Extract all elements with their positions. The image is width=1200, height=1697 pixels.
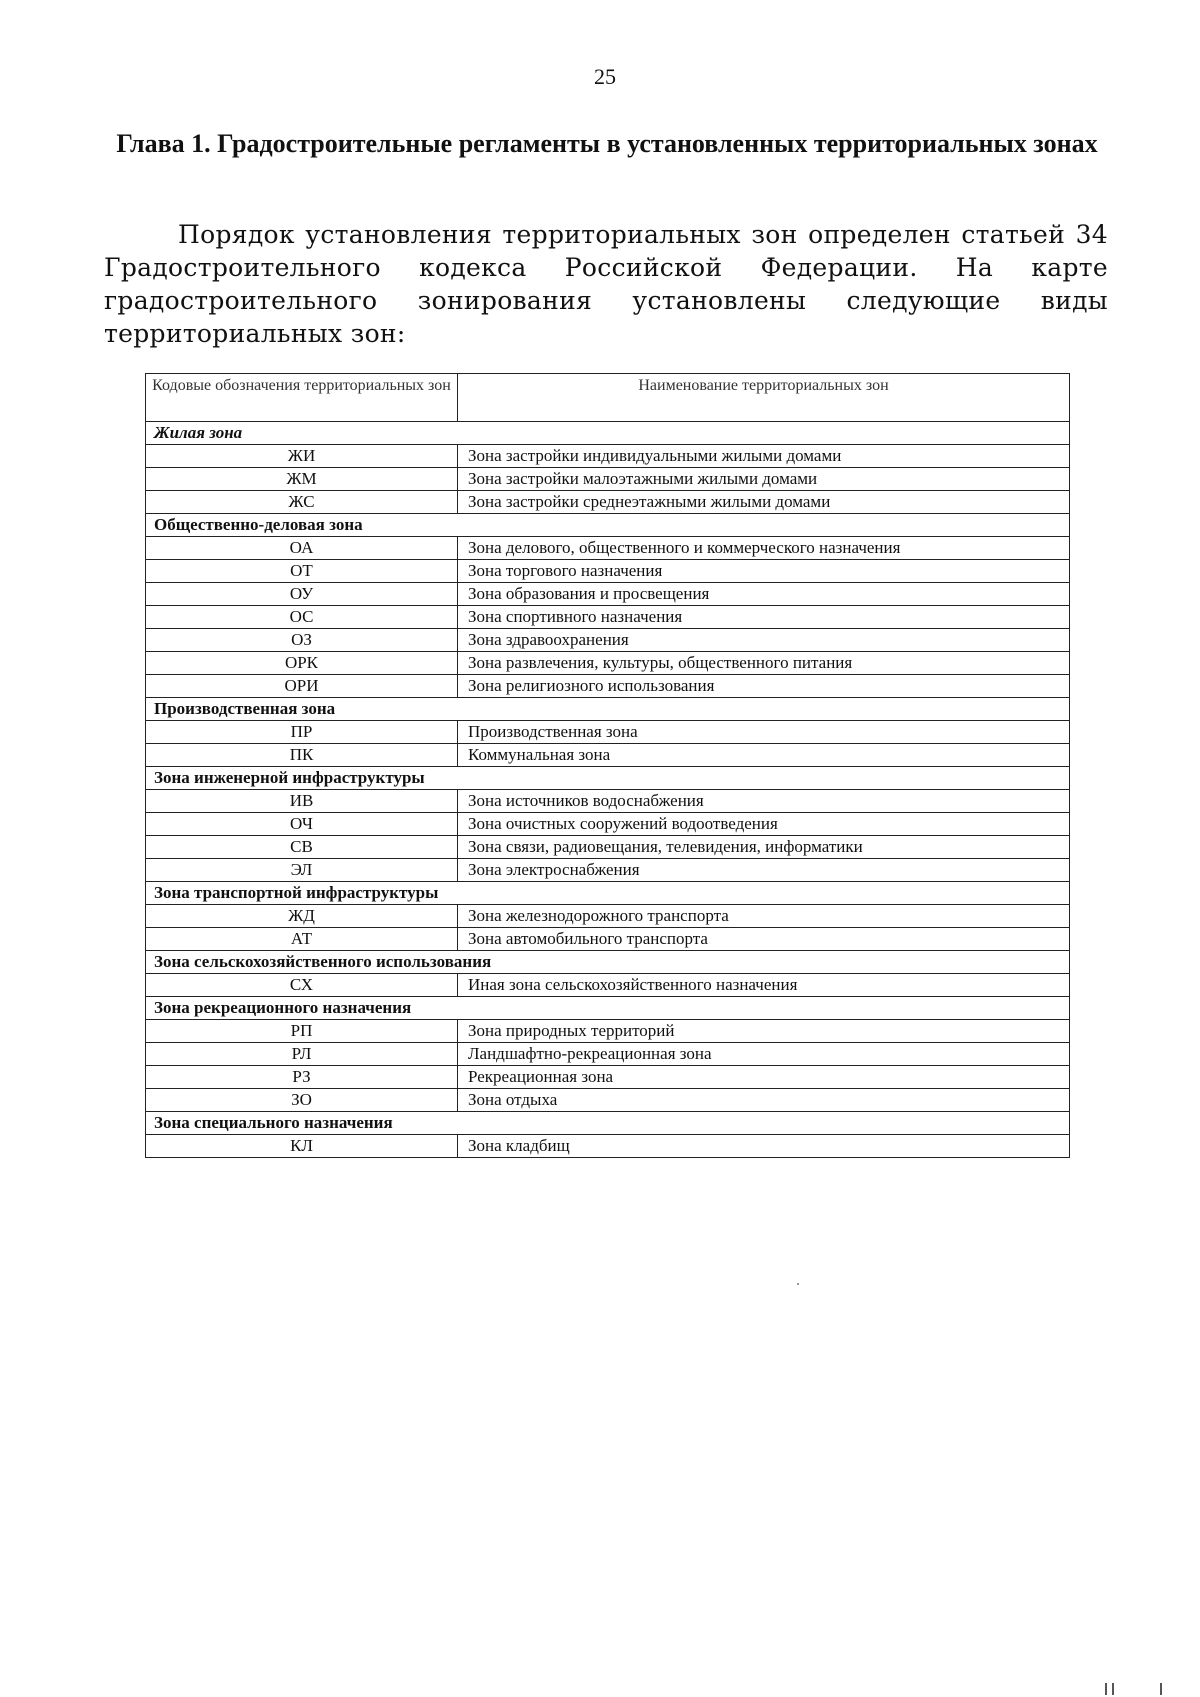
group-row [146, 997, 1070, 1020]
table-row [146, 491, 1070, 514]
zone-name: Зона электроснабжения [458, 859, 1070, 882]
zone-code: РЛ [146, 1043, 458, 1066]
zone-name: Зона застройки малоэтажными жилыми домами [458, 468, 1070, 491]
zone-code: РП [146, 1020, 458, 1043]
table-row [146, 652, 1070, 675]
zone-name: Зона кладбищ [458, 1135, 1070, 1158]
scan-mark [1105, 1683, 1107, 1695]
zone-name: Зона застройки среднеэтажными жилыми домами [458, 491, 1070, 514]
table-row [146, 813, 1070, 836]
scan-mark [1112, 1683, 1114, 1695]
group-row [146, 951, 1070, 974]
table-row [146, 721, 1070, 744]
group-row [146, 882, 1070, 905]
zone-code: ЭЛ [146, 859, 458, 882]
group-title: Зона сельскохозяйственного использования [146, 951, 1070, 974]
page-number: 25 [594, 64, 616, 89]
table-row [146, 1089, 1070, 1112]
table-row [146, 537, 1070, 560]
zone-code: ОУ [146, 583, 458, 606]
group-row [146, 1112, 1070, 1135]
zone-code: АТ [146, 928, 458, 951]
header-code: Кодовые обозначения территориальных зон [146, 374, 458, 422]
group-row [146, 698, 1070, 721]
zone-name: Зона очистных сооружений водоотведения [458, 813, 1070, 836]
zone-code: ПР [146, 721, 458, 744]
table-row [146, 445, 1070, 468]
group-row [146, 514, 1070, 537]
zone-name: Зона железнодорожного транспорта [458, 905, 1070, 928]
zone-code: ПК [146, 744, 458, 767]
zone-code: ЖИ [146, 445, 458, 468]
zone-name: Зона связи, радиовещания, телевидения, информатики [458, 836, 1070, 859]
scan-mark [1160, 1683, 1162, 1695]
zone-name: Зона развлечения, культуры, общественного питания [458, 652, 1070, 675]
group-title: Жилая зона [146, 422, 1070, 445]
group-title: Зона транспортной инфраструктуры [146, 882, 1070, 905]
group-title: Зона специального назначения [146, 1112, 1070, 1135]
group-title: Зона инженерной инфраструктуры [146, 767, 1070, 790]
table-row [146, 744, 1070, 767]
zone-code: ОА [146, 537, 458, 560]
zone-name: Коммунальная зона [458, 744, 1070, 767]
intro-text: Порядок установления территориальных зон определен статьей 34 Градостроительного кодекса Российской Федерации. На карте градостроительного зонирования установлены следующие виды территориальных зон: [104, 220, 1108, 348]
zone-name: Зона застройки индивидуальными жилыми домами [458, 445, 1070, 468]
table-row [146, 928, 1070, 951]
table-row [146, 468, 1070, 491]
zone-code: ЖМ [146, 468, 458, 491]
group-row [146, 422, 1070, 445]
table-row [146, 1020, 1070, 1043]
header-name: Наименование территориальных зон [458, 374, 1070, 422]
zone-code: ИВ [146, 790, 458, 813]
group-title: Общественно-деловая зона [146, 514, 1070, 537]
group-title: Производственная зона [146, 698, 1070, 721]
group-row [146, 767, 1070, 790]
zone-code: ОТ [146, 560, 458, 583]
chapter-title: Глава 1. Градостроительные регламенты в установленных территориальных зонах [116, 129, 1098, 158]
zone-name: Зона автомобильного транспорта [458, 928, 1070, 951]
zone-name: Зона образования и просвещения [458, 583, 1070, 606]
table-header-row [146, 374, 1070, 422]
zone-code: ОРК [146, 652, 458, 675]
zone-code: СВ [146, 836, 458, 859]
table-row [146, 1066, 1070, 1089]
zone-code: ОЗ [146, 629, 458, 652]
zone-name: Рекреационная зона [458, 1066, 1070, 1089]
zone-name: Зона природных территорий [458, 1020, 1070, 1043]
zone-name: Зона источников водоснабжения [458, 790, 1070, 813]
table-row [146, 859, 1070, 882]
group-title: Зона рекреационного назначения [146, 997, 1070, 1020]
zone-code: ЖС [146, 491, 458, 514]
zone-name: Производственная зона [458, 721, 1070, 744]
intro-paragraph [104, 218, 1108, 350]
zone-code: РЗ [146, 1066, 458, 1089]
zones-table-body [146, 422, 1070, 1158]
zone-name: Ландшафтно-рекреационная зона [458, 1043, 1070, 1066]
zone-name: Иная зона сельскохозяйственного назначения [458, 974, 1070, 997]
zones-table [145, 373, 1070, 1158]
table-row [146, 974, 1070, 997]
zone-code: ОРИ [146, 675, 458, 698]
zone-name: Зона делового, общественного и коммерческого назначения [458, 537, 1070, 560]
zone-name: Зона торгового назначения [458, 560, 1070, 583]
zone-code: ОС [146, 606, 458, 629]
table-row [146, 629, 1070, 652]
zone-name: Зона здравоохранения [458, 629, 1070, 652]
table-row [146, 905, 1070, 928]
table-row [146, 1135, 1070, 1158]
zone-code: СХ [146, 974, 458, 997]
zone-name: Зона отдыха [458, 1089, 1070, 1112]
table-row [146, 560, 1070, 583]
table-row [146, 1043, 1070, 1066]
zone-name: Зона религиозного использования [458, 675, 1070, 698]
zone-code: КЛ [146, 1135, 458, 1158]
zone-code: ЗО [146, 1089, 458, 1112]
scan-speck [797, 1283, 799, 1285]
zone-name: Зона спортивного назначения [458, 606, 1070, 629]
table-row [146, 675, 1070, 698]
table-row [146, 836, 1070, 859]
table-row [146, 790, 1070, 813]
zone-code: ОЧ [146, 813, 458, 836]
zone-code: ЖД [146, 905, 458, 928]
table-row [146, 583, 1070, 606]
table-row [146, 606, 1070, 629]
